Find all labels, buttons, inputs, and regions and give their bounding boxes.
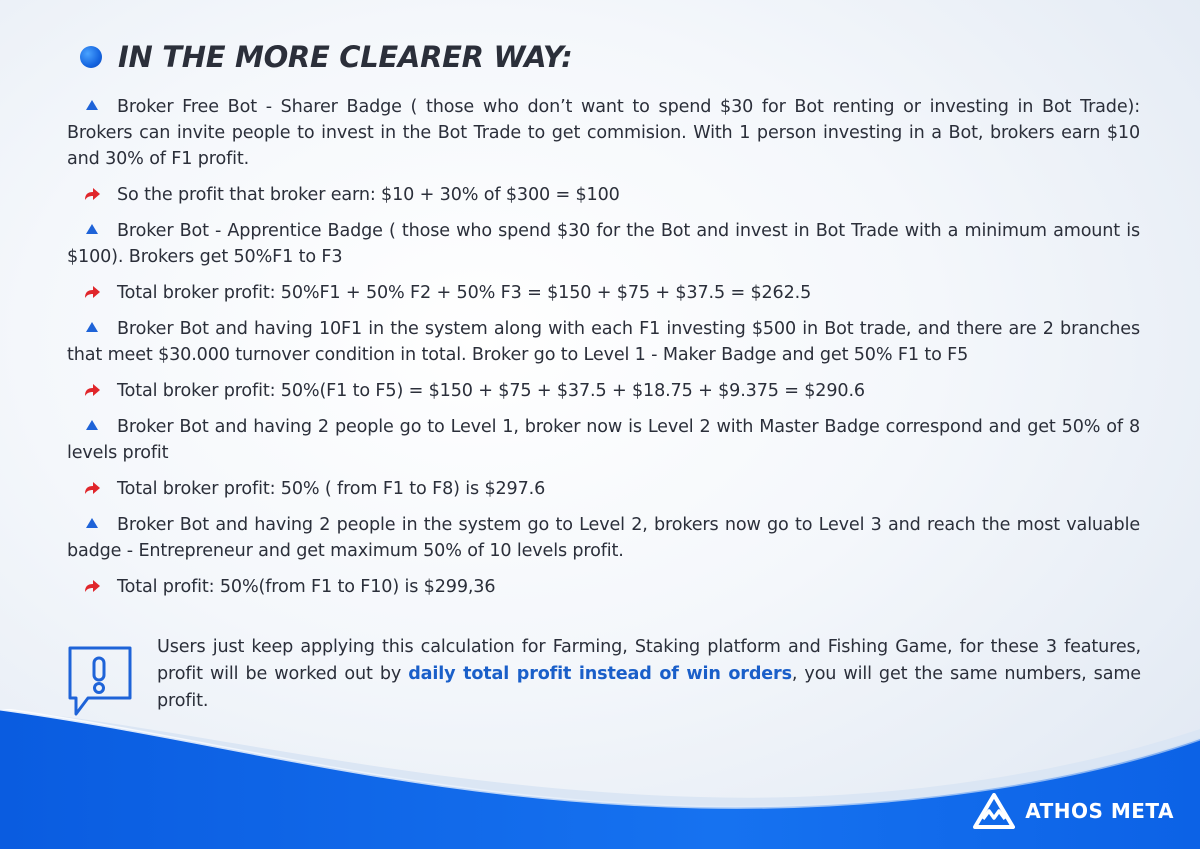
content-list <box>67 94 1140 610</box>
note-highlight: daily total profit instead of win orders <box>408 664 792 684</box>
list-item-text: Broker Bot and having 2 people in the system go to Level 2, brokers now go to Level 3 and reach the most valuable badge - Entrepreneur and get maximum 50% of 10 levels profit. <box>67 515 1140 561</box>
info-note <box>66 634 1141 715</box>
brand-logo <box>973 793 1174 829</box>
arrow-right-icon <box>83 187 101 201</box>
list-item <box>67 512 1140 564</box>
note-text <box>157 634 1141 715</box>
triangle-bullet-icon <box>86 420 98 430</box>
list-item <box>67 280 1140 306</box>
circle-bullet-icon <box>80 46 102 68</box>
list-item-text: Broker Free Bot - Sharer Badge ( those who don’t want to spend $30 for Bot renting or investing in Bot Trade): Brokers can invite people to invest in the Bot Trade to get commision. With 1 person investing in a Bot, brokers earn $10 and 30% of F1 profit. <box>67 97 1140 169</box>
arrow-right-icon <box>83 383 101 397</box>
triangle-bullet-icon <box>86 100 98 110</box>
list-item <box>67 182 1140 208</box>
athos-meta-logo-icon <box>973 793 1015 829</box>
list-item <box>67 574 1140 600</box>
list-item-text: Total broker profit: 50% ( from F1 to F8) is $297.6 <box>117 479 546 499</box>
list-item-text: Total broker profit: 50%(F1 to F5) = $150 + $75 + $37.5 + $18.75 + $9.375 = $290.6 <box>117 381 865 401</box>
section-heading <box>80 40 572 74</box>
list-item-text: So the profit that broker earn: $10 + 30% of $300 = $100 <box>117 185 620 205</box>
arrow-right-icon <box>83 579 101 593</box>
note-text-after: , you will get the same numbers, same profit. <box>157 664 1141 711</box>
brand-name: ATHOS META <box>1025 799 1174 823</box>
list-item <box>67 414 1140 466</box>
list-item-text: Broker Bot and having 10F1 in the system along with each F1 investing $500 in Bot trade, and there are 2 branches that meet $30.000 turnover condition in total. Broker go to Level 1 - Maker Badge and get 50% F1 to F5 <box>67 319 1140 365</box>
arrow-right-icon <box>83 481 101 495</box>
list-item-text: Broker Bot - Apprentice Badge ( those who spend $30 for the Bot and invest in Bot Trade with a minimum amount is $100). Brokers get 50%F1 to F3 <box>67 221 1140 267</box>
note-text-before: Users just keep applying this calculation for Farming, Staking platform and Fishing Game, for these 3 features, profit will be worked out by <box>157 637 1141 684</box>
list-item <box>67 94 1140 172</box>
list-item <box>67 218 1140 270</box>
arrow-right-icon <box>83 285 101 299</box>
list-item-text: Broker Bot and having 2 people go to Level 1, broker now is Level 2 with Master Badge correspond and get 50% of 8 levels profit <box>67 417 1140 463</box>
list-item <box>67 316 1140 368</box>
triangle-bullet-icon <box>86 322 98 332</box>
list-item <box>67 476 1140 502</box>
triangle-bullet-icon <box>86 224 98 234</box>
heading-text: IN THE MORE CLEARER WAY: <box>118 40 573 74</box>
list-item-text: Total profit: 50%(from F1 to F10) is $299,36 <box>117 577 496 597</box>
list-item <box>67 378 1140 404</box>
list-item-text: Total broker profit: 50%F1 + 50% F2 + 50% F3 = $150 + $75 + $37.5 = $262.5 <box>117 283 812 303</box>
triangle-bullet-icon <box>86 518 98 528</box>
